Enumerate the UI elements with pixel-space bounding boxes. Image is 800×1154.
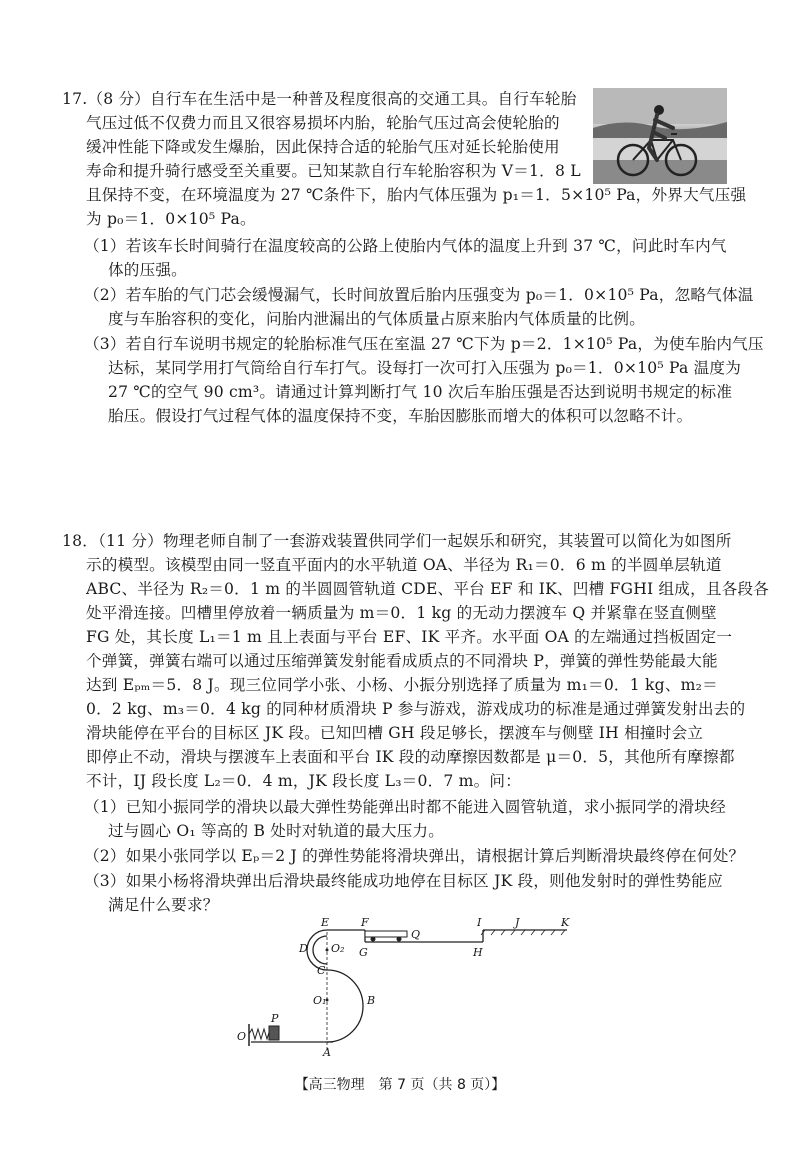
q18-sub3-line-1: （3）如果小杨将滑块弹出后滑块最终能成功地停在目标区 JK 段，则他发射时的弹性势能应: [84, 872, 723, 890]
label-D: D: [299, 942, 308, 955]
track-CDE-inner: [313, 936, 327, 964]
q17-sub3-line-2: 达标，某同学用打气筒给自行车打气。设每打一次可打入压强为 p₀＝1．0×10⁵ Pa 温度为: [108, 359, 741, 377]
label-I: I: [477, 916, 482, 929]
label-K: K: [561, 916, 570, 929]
q17-line-2: 气压过低不仅费力而且又很容易损坏内胎，轮胎气压过高会使轮胎的: [86, 114, 560, 132]
cart-wheel-left: [371, 937, 376, 942]
q18-line-9: 滑块能停在平台的目标区 JK 段。已知凹槽 GH 段足够长，摆渡车与侧壁 IH 相撞时会立: [86, 724, 704, 742]
label-O: O: [237, 1030, 247, 1043]
q18-line-2: 示的模型。该模型由同一竖直平面内的水平轨道 OA、半径为 R₁＝0．6 m 的半圆单层轨道: [86, 556, 722, 574]
q17-line-4: 寿命和提升骑行感受至关重要。已知某款自行车轮胎容积为 V＝1．8 L: [86, 162, 581, 180]
block-P: [269, 1026, 279, 1040]
center-O2: [326, 949, 329, 952]
q17-line-3: 缓冲性能下降或发生爆胎，因此保持合适的轮胎气压对延长轮胎使用: [86, 138, 560, 156]
q17-sub3-line-3: 27 ℃的空气 90 cm³。请通过计算判断打气 10 次后车胎压强是否达到说明书规定的标准: [108, 383, 733, 401]
q18-line-1: 18．（11 分）物理老师自制了一套游戏装置供同学们一起娱乐和研究，其装置可以简化为如图所: [62, 532, 732, 550]
q18-line-10: 即停止不动，滑块与摆渡车上表面和平台 IK 段的动摩擦因数都是 μ＝0．5，其他所有摩擦都: [86, 748, 735, 766]
q18-sub3-line-2: 满足什么要求？: [108, 896, 219, 914]
q18-line-6: 个弹簧，弹簧右端可以通过压缩弹簧发射能看成质点的不同滑块 P，弹簧的弹性势能最大能: [86, 652, 718, 670]
page-footer: 【高三物理 第 7 页（共 8 页）】: [294, 1077, 506, 1093]
q17-sub1-line-1: （1）若该车长时间骑行在温度较高的公路上使胎内气体的温度上升到 37 ℃，问此时车内气: [84, 237, 727, 255]
label-C: C: [317, 964, 326, 977]
label-A: A: [323, 1046, 331, 1059]
q18-line-7: 达到 Eₚₘ＝5．8 J。现三位同学小张、小杨、小振分别选择了质量为 m₁＝0．1 kg、m₂＝: [86, 676, 718, 694]
q17-sub3-line-1: （3）若自行车说明书规定的轮胎标准气压在室温 27 ℃下为 p＝2．1×10⁵ Pa，为使车胎内气压: [84, 335, 764, 353]
label-O2: O₂: [331, 942, 345, 955]
label-Q: Q: [411, 928, 421, 941]
label-G: G: [359, 946, 368, 959]
track-ABC: [327, 970, 363, 1042]
q17-line-5: 且保持不变，在环境温度为 27 ℃条件下，胎内气体压强为 p₁＝1．5×10⁵ Pa，外界大气压强: [86, 186, 747, 204]
q17-sub1-line-2: 体的压强。: [108, 261, 187, 279]
label-E: E: [321, 916, 330, 929]
q17-sub2-line-1: （2）若车胎的气门芯会缓慢漏气，长时间放置后胎内压强变为 p₀＝1．0×10⁵ Pa，忽略气体温: [84, 286, 754, 304]
label-P: P: [271, 1012, 279, 1025]
q18-line-5: FG 处，其长度 L₁＝1 m 且上表面与平台 EF、IK 平齐。水平面 OA 的左端通过挡板固定一: [86, 628, 733, 646]
hatching: [481, 930, 565, 935]
label-H: H: [473, 946, 483, 959]
label-F: F: [361, 916, 369, 929]
label-B: B: [367, 994, 376, 1007]
q18-sub1-line-2: 过与圆心 O₁ 等高的 B 处时对轨道的最大压力。: [108, 822, 445, 840]
q18-line-3: ABC、半径为 R₂＝0．1 m 的半圆圆管轨道 CDE、平台 EF 和 IK、凹槽 FGHI 组成，且各段各: [86, 580, 770, 598]
q17-sub2-line-2: 度与车胎容积的变化，问胎内泄漏出的气体质量占原来胎内气体质量的比例。: [108, 310, 645, 328]
track-diagram: [215, 912, 585, 1060]
cart-Q: [365, 931, 407, 937]
label-O1: O₁: [313, 994, 327, 1007]
label-J: J: [515, 916, 520, 929]
q18-line-4: 处平滑连接。凹槽里停放着一辆质量为 m＝0．1 kg 的无动力摆渡车 Q 并紧靠在竖直侧壁: [86, 604, 717, 622]
q18-sub1-line-1: （1）已知小振同学的滑块以最大弹性势能弹出时都不能进入圆管轨道，求小振同学的滑块经: [84, 798, 726, 816]
q17-sub3-line-4: 胎压。假设打气过程气体的温度保持不变，车胎因膨胀而增大的体积可以忽略不计。: [108, 407, 693, 425]
cart-wheel-right: [397, 937, 402, 942]
q17-line-1: 17.（8 分）自行车在生活中是一种普及程度很高的交通工具。自行车轮胎: [62, 90, 577, 108]
q18-sub2-line-1: （2）如果小张同学以 Eₚ＝2 J 的弹性势能将滑块弹出，请根据计算后判断滑块最终停在何处？: [84, 847, 745, 865]
q18-line-11: 不计，IJ 段长度 L₂＝0．4 m，JK 段长度 L₃＝0．7 m。问：: [86, 772, 522, 790]
cyclist-photo: [593, 88, 727, 184]
q17-line-6: 为 p₀＝1．0×10⁵ Pa。: [86, 210, 256, 228]
q18-line-8: 0．2 kg、m₃＝0．4 kg 的同种材质滑块 P 参与游戏，游戏成功的标准是通过弹簧发射出去的: [86, 700, 746, 718]
